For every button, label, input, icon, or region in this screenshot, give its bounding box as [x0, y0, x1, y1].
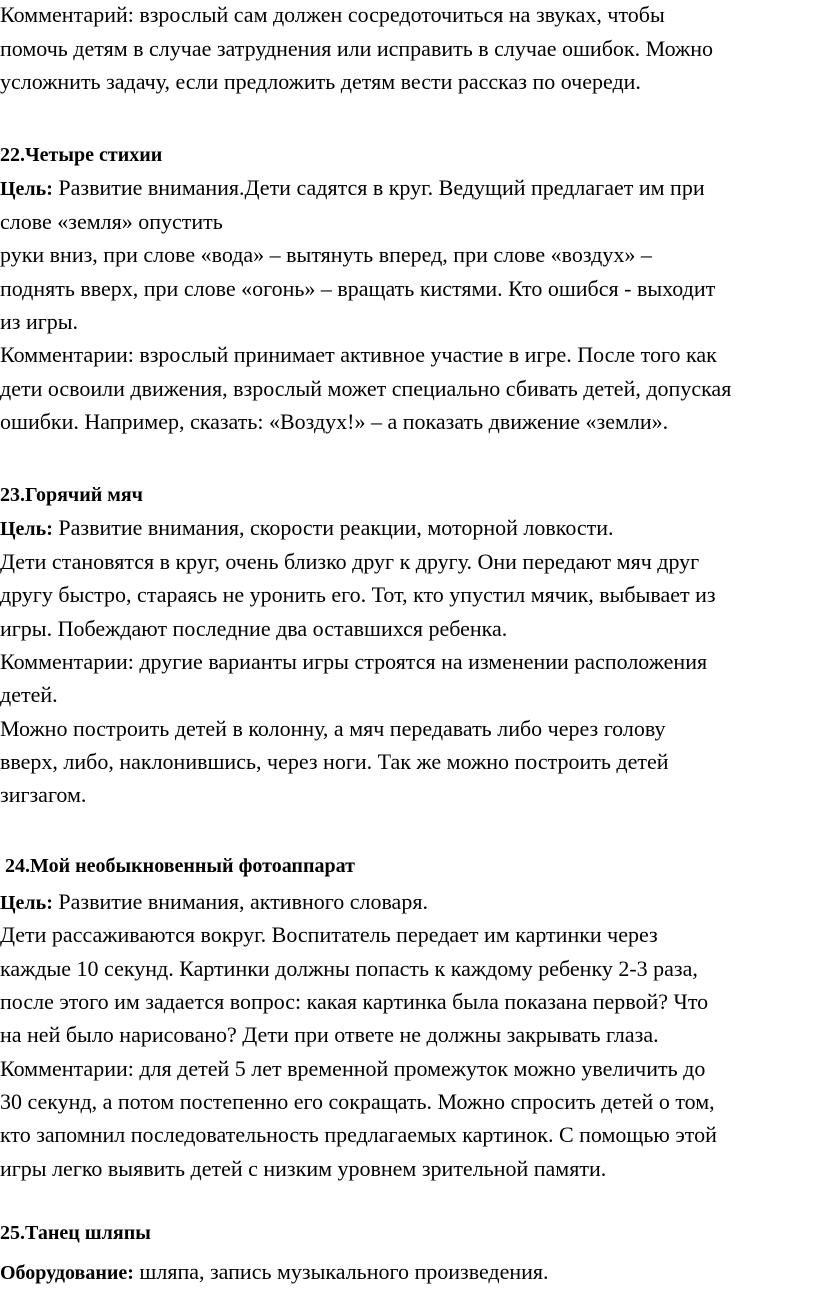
game24-line-1: Дети рассаживаются вокруг. Воспитатель передает им картинки через: [0, 922, 658, 947]
game24-goal-label: Цель:: [0, 892, 53, 914]
game23-goal: [0, 511, 614, 546]
game22-line-3: поднять вверх, при слове «огонь» – вращать кистями. Кто ошибся - выходит: [0, 276, 716, 301]
game22-goal-label: Цель:: [0, 178, 53, 200]
game23-line-5: детей.: [0, 682, 58, 707]
game22-line-1: слове «земля» опустить: [0, 209, 223, 234]
game24-line-4: на ней было нарисовано? Дети при ответе не должны закрывать глаза.: [0, 1022, 659, 1047]
game24-line-6: 30 секунд, а потом постепенно его сокращать. Можно спросить детей о том,: [0, 1089, 715, 1114]
game22-goal-text: Развитие внимания.Дети садятся в круг. Ведущий предлагает им при: [52, 175, 705, 200]
game23-line-2: другу быстро, стараясь не уронить его. Тот, кто упустил мячик, выбывает из: [0, 582, 716, 607]
game24-title: 24.Мой необыкновенный фотоаппарат: [0, 855, 355, 877]
game23-line-8: зигзагом.: [0, 782, 87, 807]
game24-goal-text: Развитие внимания, активного словаря.: [52, 889, 428, 914]
game25-equipment-label: Оборудование:: [0, 1262, 134, 1284]
intro-line-1: Комментарий: взрослый сам должен сосредоточиться на звуках, чтобы: [0, 2, 665, 27]
intro-line-2: помочь детям в случае затруднения или исправить в случае ошибок. Можно: [0, 36, 714, 61]
game22-line-2: руки вниз, при слове «вода» – вытянуть вперед, при слове «воздух» –: [0, 242, 652, 267]
game22-line-5: Комментарии: взрослый принимает активное участие в игре. После того как: [0, 342, 717, 367]
intro-line-3: усложнить задачу, если предложить детям вести рассказ по очереди.: [0, 69, 641, 94]
game23-title: 23.Горячий мяч: [0, 484, 143, 506]
game24-line-3: после этого им задается вопрос: какая картинка была показана первой? Что: [0, 989, 709, 1014]
game24-line-7: кто запомнил последовательность предлагаемых картинок. С помощью этой: [0, 1122, 717, 1147]
game25-equipment: [0, 1255, 549, 1290]
game25-title: 25.Танец шляпы: [0, 1222, 151, 1244]
game23-line-1: Дети становятся в круг, очень близко друг к другу. Они передают мяч друг: [0, 549, 700, 574]
game22-line-6: дети освоили движения, взрослый может специально сбивать детей, допуская: [0, 376, 732, 401]
game24-goal: [0, 885, 428, 920]
game23-goal-label: Цель:: [0, 518, 53, 540]
game23-line-3: игры. Побеждают последние два оставшихся ребенка.: [0, 616, 508, 641]
game22-title: 22.Четыре стихии: [0, 144, 163, 166]
game23-line-7: вверх, либо, наклонившись, через ноги. Так же можно построить детей: [0, 749, 669, 774]
game22-goal: [0, 171, 705, 206]
game23-line-4: Комментарии: другие варианты игры строятся на изменении расположения: [0, 649, 708, 674]
game22-line-4: из игры.: [0, 309, 79, 334]
game23-goal-text: Развитие внимания, скорости реакции, моторной ловкости.: [52, 515, 614, 540]
game22-line-7: ошибки. Например, сказать: «Воздух!» – а показать движение «земли».: [0, 409, 669, 434]
game24-line-2: каждые 10 секунд. Картинки должны попасть к каждому ребенку 2-3 раза,: [0, 956, 698, 981]
game24-line-5: Комментарии: для детей 5 лет временной промежуток можно увеличить до: [0, 1056, 706, 1081]
game25-equipment-text: шляпа, запись музыкального произведения.: [133, 1259, 549, 1284]
game24-line-8: игры легко выявить детей с низким уровнем зрительной памяти.: [0, 1156, 607, 1181]
game23-line-6: Можно построить детей в колонну, а мяч передавать либо через голову: [0, 716, 666, 741]
